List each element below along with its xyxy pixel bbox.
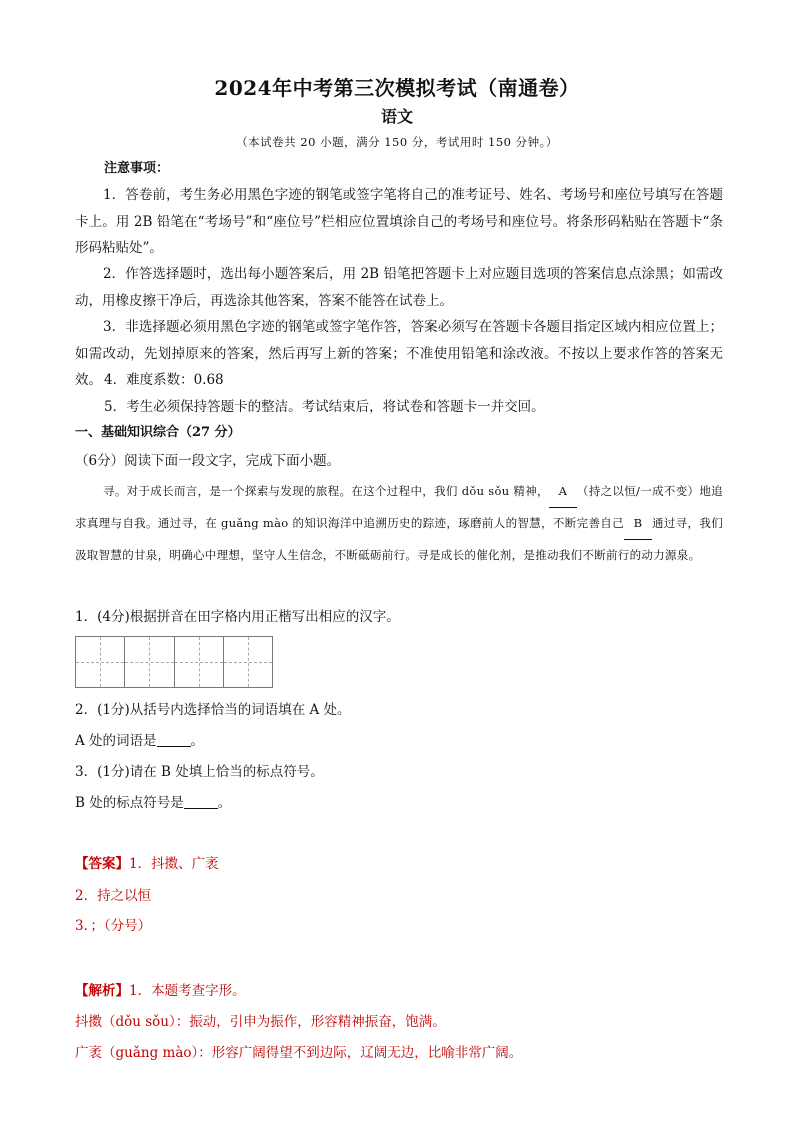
passage-part-2: （持之以恒/一成不变）地追求真理与自我。通过寻，在 guǎng mào 的知识海洋中追溯历史的踪迹，琢磨前人的智慧，不断完善自己 [75,484,723,530]
reading-passage [75,476,723,571]
answer-text-1: 1．抖擞、广袤 [129,856,219,872]
analysis-line-3: 广袤（guǎng mào）：形容广阔得望不到边际，辽阔无边，比喻非常广阔。 [75,1045,523,1061]
grid-cell[interactable] [76,637,125,687]
answer-blank-a[interactable] [157,732,191,747]
question-3: 3．(1分)请在 B 处填上恰当的标点符号。 [75,764,324,780]
analysis-text-1: 1．本题考查字形。 [129,983,246,999]
tianzige-grid[interactable] [75,636,273,688]
answer-line-1 [75,851,219,877]
notice-item-2: 2．作答选择题时，选出每小题答案后，用 2B 铅笔把答题卡上对应题目选项的答案信息点涂黑；如需改动，用橡皮擦干净后，再选涂其他答案，答案不能答在试卷上。 [75,266,723,309]
analysis-label: 【解析】 [75,983,129,999]
notice-item-4: 4．难度系数：0.68 [104,372,224,388]
analysis-line-2: 抖擞（dǒu sǒu）：振动，引申为振作，形容精神振奋，饱满。 [75,1014,446,1030]
section-title: 一、基础知识综合（27 分） [75,425,241,440]
question-2-prompt: A 处的词语是 [75,733,157,749]
grid-cell[interactable] [224,637,272,687]
answer-blank-b[interactable] [184,794,218,809]
analysis-line-1 [75,978,246,1004]
grid-cell[interactable] [125,637,174,687]
notice-item-5: 5．考生必须保持答题卡的整洁。考试结束后，将试卷和答题卡一并交回。 [104,399,545,415]
exam-info: （本试卷共 20 小题，满分 150 分，考试用时 150 分钟。） [236,135,558,149]
question-2: 2．(1分)从括号内选择恰当的词语填在 A 处。 [75,702,351,718]
notice-item-3: 3．非选择题必须用黑色字迹的钢笔或签字笔作答，答案必须写在答题卡各题目指定区域内相应位置上；如需改动，先划掉原来的答案，然后再写上新的答案；不准使用铅笔和涂改液。不按以上要求作答的答案无效。 [75,319,723,388]
grid-cell[interactable] [175,637,224,687]
blank-b: B [624,508,652,540]
question-3-prompt: B 处的标点符号是 [75,795,184,811]
blank-a: A [549,476,577,508]
passage-part-3: 通过寻，我们汲取智慧的甘泉，明确心中理想，坚守人生信念，不断砥砺前行。寻是成长的催化剂，是推动我们不断前行的动力源泉。 [75,516,723,562]
notice-title: 注意事项： [104,161,170,176]
question-3-answer-line: B 处的标点符号是 。 [75,795,232,811]
notice-item-1: 1．答卷前，考生务必用黑色字迹的钢笔或签字笔将自己的准考证号、姓名、考场号和座位号填写在答题卡上。用 2B 铅笔在“考场号”和“座位号”栏相应位置填涂自己的考场号和座位号。将条形码粘贴在答题卡“条形码粘贴处”。 [75,187,723,256]
reading-intro: （6分）阅读下面一段文字，完成下面小题。 [75,453,341,469]
question-1: 1．(4分)根据拼音在田字格内用正楷写出相应的汉字。 [75,609,400,625]
question-2-answer-line: A 处的词语是 。 [75,733,205,749]
answer-label: 【答案】 [75,856,129,872]
subject-title: 语文 [380,107,413,126]
passage-part-1: 寻。对于成长而言，是一个探索与发现的旅程。在这个过程中，我们 dǒu sǒu 精神， [103,484,549,498]
answer-line-3: 3．；（分号） [75,918,152,934]
exam-title: 2024年中考第三次模拟考试（南通卷） [214,76,580,100]
answer-line-2: 2．持之以恒 [75,888,152,904]
